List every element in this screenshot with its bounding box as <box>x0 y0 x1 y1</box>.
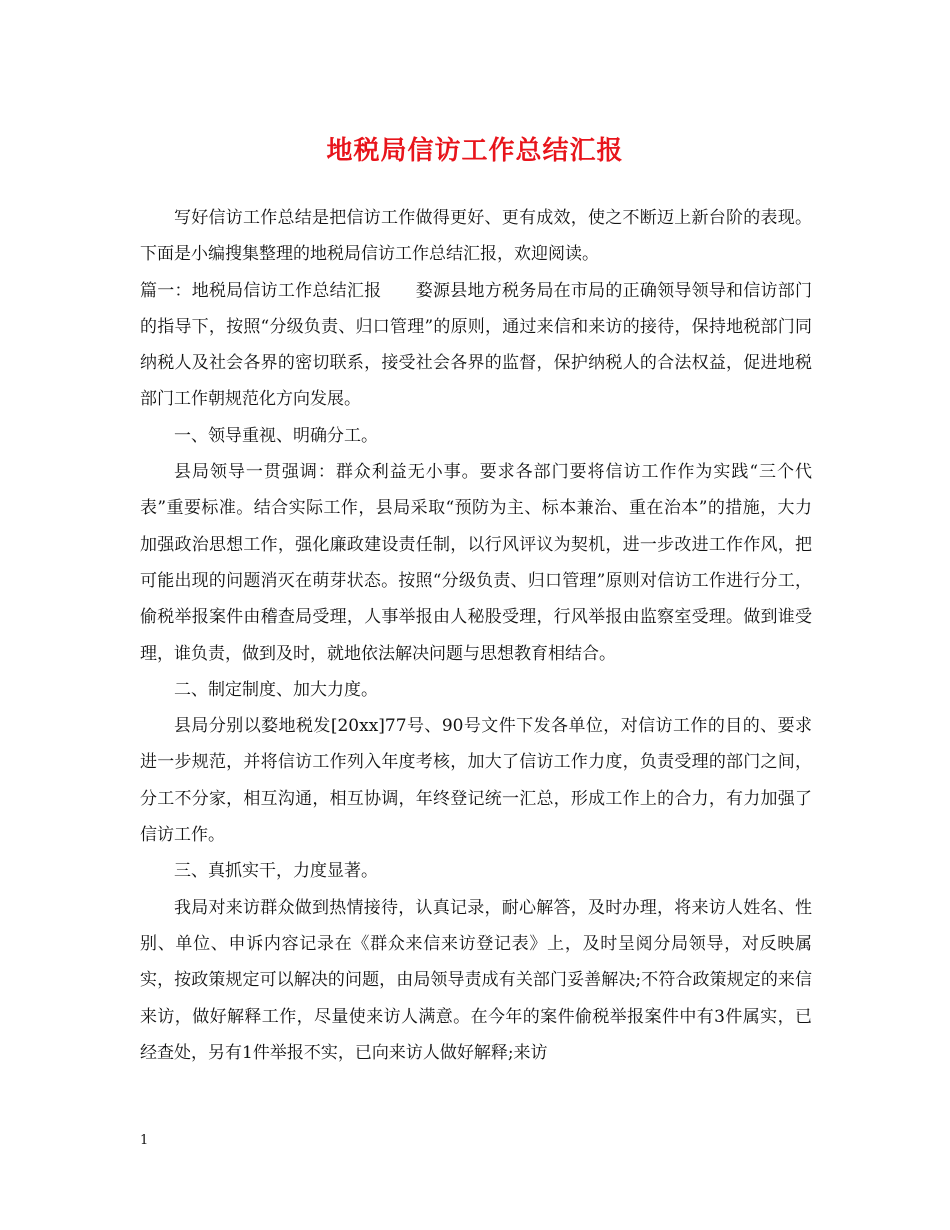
document-title: 地税局信访工作总结汇报 <box>326 136 624 166</box>
paragraph: 县局领导一贯强调：群众利益无小事。要求各部门要将信访工作作为实践“三个代表”重要标准。结合实际工作，县局采取“预防为主、标本兼治、重在治本”的措施，大力加强政治思想工作，强化廉政建设责任制，以行风评议为契机，进一步改进工作作风，把可能出现的问题消灭在萌芽状态。按照“分级负责、归口管理”原则对信访工作进行分工，偷税举报案件由稽查局受理，人事举报由人秘股受理，行风举报由监察室受理。做到谁受理，谁负责，做到及时，就地依法解决问题与思想教育相结合。 <box>140 462 812 664</box>
page-number: 1 <box>140 1133 149 1148</box>
section-heading: 二、制定制度、加大力度。 <box>174 679 378 700</box>
paragraph: 篇一：地税局信访工作总结汇报 婺源县地方税务局在市局的正确领导领导和信访部门的指导下，按照“分级负责、归口管理”的原则，通过来信和来访的接待，保持地税部门同纳税人及社会各界的密切联系，接受社会各界的监督，保护纳税人的合法权益，促进地税部门工作朝规范化方向发展。 <box>140 280 812 410</box>
document-body <box>140 200 812 1071</box>
paragraph: 县局分别以婺地税发[20xx]77号、90号文件下发各单位，对信访工作的目的、要求进一步规范，并将信访工作列入年度考核，加大了信访工作力度，负责受理的部门之间，分工不分家，相互沟通，相互协调，年终登记统一汇总，形成工作上的合力，有力加强了信访工作。 <box>140 716 812 846</box>
paragraph: 写好信访工作总结是把信访工作做得更好、更有成效，使之不断迈上新台阶的表现。下面是小编搜集整理的地税局信访工作总结汇报，欢迎阅读。 <box>140 208 812 265</box>
section-heading: 三、真抓实干，力度显著。 <box>174 861 378 882</box>
paragraph: 我局对来访群众做到热情接待，认真记录，耐心解答，及时办理，将来访人姓名、性别、单位、申诉内容记录在《群众来信来访登记表》上，及时呈阅分局领导，对反映属实，按政策规定可以解决的问题，由局领导责成有关部门妥善解决;不符合政策规定的来信来访，做好解释工作，尽量使来访人满意。在今年的案件偷税举报案件中有3件属实，已经查处，另有1件举报不实，已向来访人做好解释;来访 <box>140 897 812 1063</box>
section-heading: 一、领导重视、明确分工。 <box>174 425 378 446</box>
